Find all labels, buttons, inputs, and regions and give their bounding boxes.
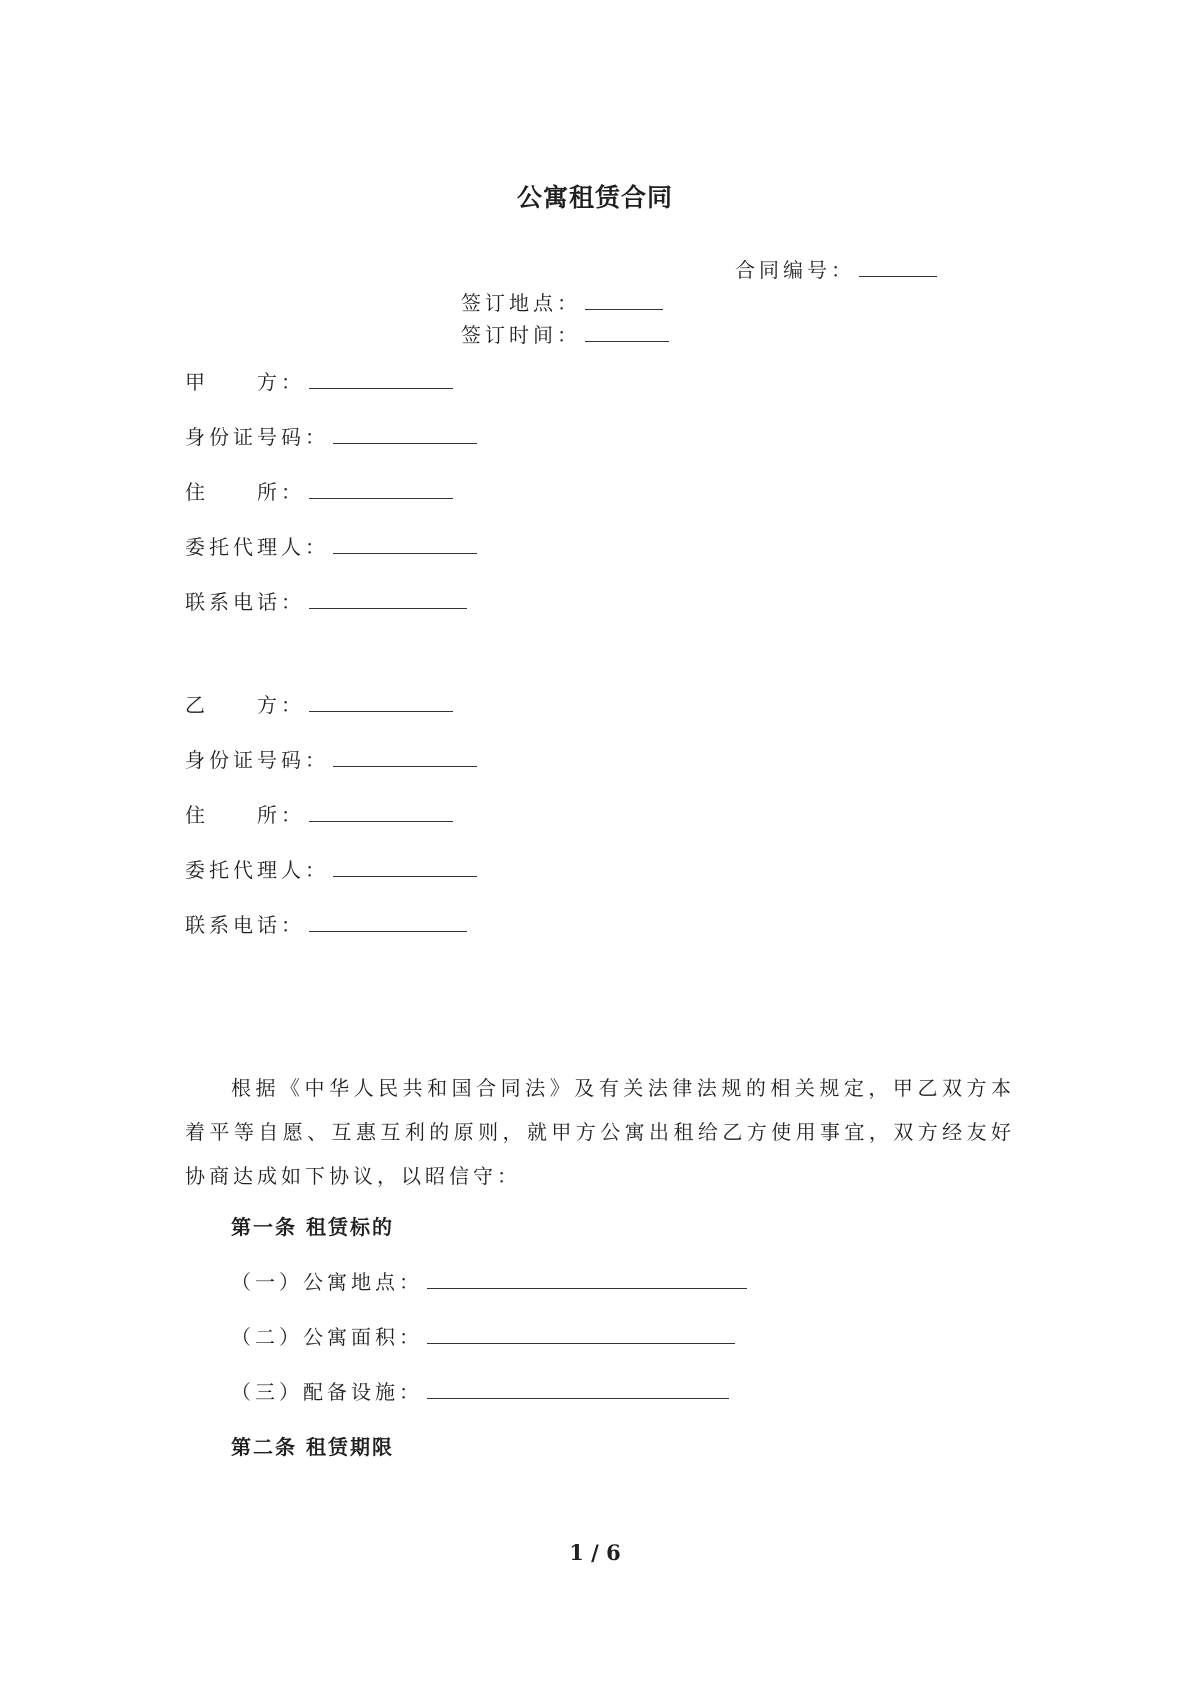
item-label: （一）公寓地点： (231, 1270, 423, 1294)
article-1-heading: 第一条 租赁标的 (231, 1215, 394, 1239)
party-a-name-blank (309, 368, 453, 389)
party-a-id-label: 身份证号码： (185, 425, 329, 449)
party-b-agent-label: 委托代理人： (185, 858, 329, 882)
party-a-name-label: 甲 方： (185, 370, 305, 394)
party-b-agent-line (185, 856, 477, 884)
contract-number-line (735, 256, 937, 284)
facilities-blank (427, 1378, 729, 1399)
sign-time-label: 签订时间： (461, 323, 581, 347)
party-b-phone-label: 联系电话： (185, 913, 305, 937)
article-1-item-1 (231, 1266, 747, 1295)
sign-place-label: 签订地点： (461, 291, 581, 315)
article-2-heading: 第二条 租赁期限 (231, 1435, 394, 1459)
sign-time-line (461, 321, 669, 349)
party-a-agent-label: 委托代理人： (185, 535, 329, 559)
party-b-phone-line (185, 911, 467, 939)
article-1-item-3 (231, 1376, 729, 1405)
apartment-area-blank (427, 1323, 735, 1344)
party-a-agent-blank (333, 533, 477, 554)
party-b-name-blank (309, 691, 453, 712)
party-a-id-line (185, 423, 477, 451)
intro-paragraph: 根据《中华人民共和国合同法》及有关法律法规的相关规定，甲乙双方本着平等自愿、互惠互利的原则，就甲方公寓出租给乙方使用事宜，双方经友好协商达成如下协议，以昭信守： (185, 1076, 1015, 1188)
party-a-id-blank (333, 423, 477, 444)
party-a-address-label: 住 所： (185, 480, 305, 504)
party-a-phone-line (185, 588, 467, 616)
party-b-address-blank (309, 801, 453, 822)
party-a-phone-label: 联系电话： (185, 590, 305, 614)
apartment-location-blank (427, 1268, 747, 1289)
party-b-phone-blank (309, 911, 467, 932)
sign-time-blank (585, 321, 669, 342)
sign-place-line (461, 289, 663, 317)
party-a-agent-line (185, 533, 477, 561)
party-b-address-label: 住 所： (185, 803, 305, 827)
contract-number-label: 合同编号： (735, 258, 855, 282)
party-b-id-label: 身份证号码： (185, 748, 329, 772)
contract-number-blank (859, 256, 937, 277)
sign-place-blank (585, 289, 663, 310)
party-a-address-line (185, 478, 453, 506)
page-indicator: 1 / 6 (569, 1540, 621, 1565)
party-b-id-blank (333, 746, 477, 767)
document-title: 公寓租赁合同 (516, 183, 673, 212)
party-b-id-line (185, 746, 477, 774)
party-b-name-label: 乙 方： (185, 693, 305, 717)
party-a-name-line (185, 368, 453, 396)
article-1-item-2 (231, 1321, 735, 1350)
item-label: （三）配备设施： (231, 1380, 423, 1404)
party-b-address-line (185, 801, 453, 829)
party-b-name-line (185, 691, 453, 719)
party-a-address-blank (309, 478, 453, 499)
party-b-agent-blank (333, 856, 477, 877)
party-a-phone-blank (309, 588, 467, 609)
item-label: （二）公寓面积： (231, 1325, 423, 1349)
